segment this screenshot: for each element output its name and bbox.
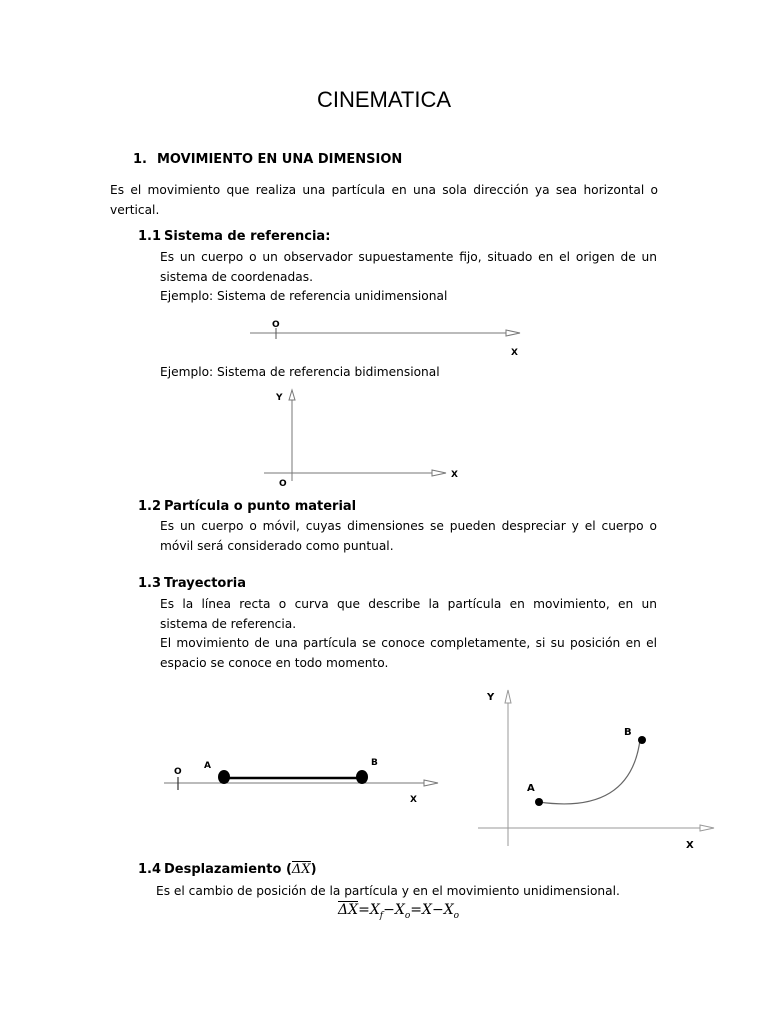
s11-line-1: Es un cuerpo o un observador supuestamente fijo, situado en el origen de un	[160, 250, 657, 264]
section-1-2-number: 1.2	[138, 499, 162, 514]
section-1-4-close: )	[310, 862, 317, 877]
x-label-2d: X	[451, 470, 458, 480]
y-label-curve: Y	[487, 692, 495, 703]
section-1-3-body	[160, 595, 657, 673]
curve-point-b-label: B	[624, 727, 632, 738]
formula-minus1: −	[383, 902, 395, 918]
formula-lhs: ΔX	[338, 902, 359, 918]
curve-point-a-dot	[535, 798, 543, 806]
section-1-2-body	[160, 517, 657, 556]
s11-example-1: Ejemplo: Sistema de referencia unidimensional	[160, 289, 448, 303]
s11-line-2: sistema de coordenadas.	[160, 269, 313, 284]
section-1-4-heading	[138, 862, 317, 877]
formula-xo2: X	[443, 902, 454, 918]
x-axis-arrow-curve	[700, 825, 714, 831]
origin-label: O	[272, 320, 280, 330]
curve-point-b-dot	[638, 736, 646, 744]
section-1-number: 1.	[133, 152, 147, 167]
x-label-traj: X	[410, 795, 417, 805]
section-1-3-number: 1.3	[138, 576, 162, 591]
formula-xf: X	[369, 902, 380, 918]
y-axis-arrow	[289, 390, 295, 400]
s13-line-2: sistema de referencia.	[160, 616, 297, 631]
x-axis-arrow-traj	[424, 780, 438, 786]
section-1-3-title: Trayectoria	[164, 576, 247, 591]
s13-line-4: espacio se conoce en todo momento.	[160, 655, 389, 670]
curve-path	[539, 740, 640, 804]
section-1-4-vector: ΔX	[291, 862, 311, 877]
x-label-curve: X	[686, 840, 694, 851]
formula-minus2: −	[431, 902, 444, 918]
section-1-1-body	[160, 248, 657, 307]
point-a-label: A	[204, 761, 211, 771]
intro-line-1: Es el movimiento que realiza una partícula en una sola dirección ya sea horizontal o	[110, 183, 658, 197]
s13-line-1: Es la línea recta o curva que describe la partícula en movimiento, en un	[160, 597, 657, 611]
section-1-4-title: Desplazamiento (	[164, 862, 292, 877]
section-1-1-heading	[138, 229, 330, 244]
section-1-1-number: 1.1	[138, 229, 162, 244]
section-1-heading	[133, 152, 402, 167]
formula-xo2-sub: o	[453, 910, 460, 921]
curve-point-a-label: A	[527, 783, 535, 794]
s13-line-3: El movimiento de una partícula se conoce completamente, si su posición en el	[160, 636, 657, 650]
section-1-3-heading	[138, 576, 246, 591]
x-axis-arrow-2d	[432, 470, 446, 476]
page-title: CINEMATICA	[316, 87, 452, 112]
y-label: Y	[276, 393, 283, 403]
displacement-formula	[338, 902, 459, 921]
x-axis-arrow	[506, 330, 520, 336]
formula-eq2: =	[410, 902, 422, 918]
s12-line-1: Es un cuerpo o móvil, cuyas dimensiones se pueden despreciar y el cuerpo o	[160, 519, 657, 533]
section-1-2-title: Partícula o punto material	[164, 499, 357, 514]
s12-line-2: móvil será considerado como puntual.	[160, 538, 394, 553]
section-1-4-number: 1.4	[138, 862, 162, 877]
section-1-intro	[110, 181, 658, 220]
origin-label-2d: O	[279, 479, 287, 489]
point-b-label: B	[371, 758, 378, 768]
s11-example-2: Ejemplo: Sistema de referencia bidimensional	[160, 365, 440, 379]
section-1-1-title: Sistema de referencia:	[164, 229, 331, 244]
formula-xo-sub: o	[404, 910, 411, 921]
x-label: X	[511, 348, 518, 358]
intro-line-2: vertical.	[110, 202, 160, 217]
section-1-2-heading	[138, 499, 356, 514]
section-1-title: MOVIMIENTO EN UNA DIMENSION	[157, 152, 403, 167]
y-axis-arrow-curve	[505, 690, 511, 703]
point-b-dot	[356, 770, 368, 784]
s14-line-1: Es el cambio de posición de la partícula y en el movimiento unidimensional.	[156, 884, 620, 898]
formula-xo: X	[394, 902, 405, 918]
formula-x: X	[421, 902, 432, 918]
formula-eq1: =	[358, 902, 370, 918]
origin-label-traj: O	[174, 767, 182, 777]
formula-xf-sub: f	[379, 910, 384, 921]
point-a-dot	[218, 770, 230, 784]
